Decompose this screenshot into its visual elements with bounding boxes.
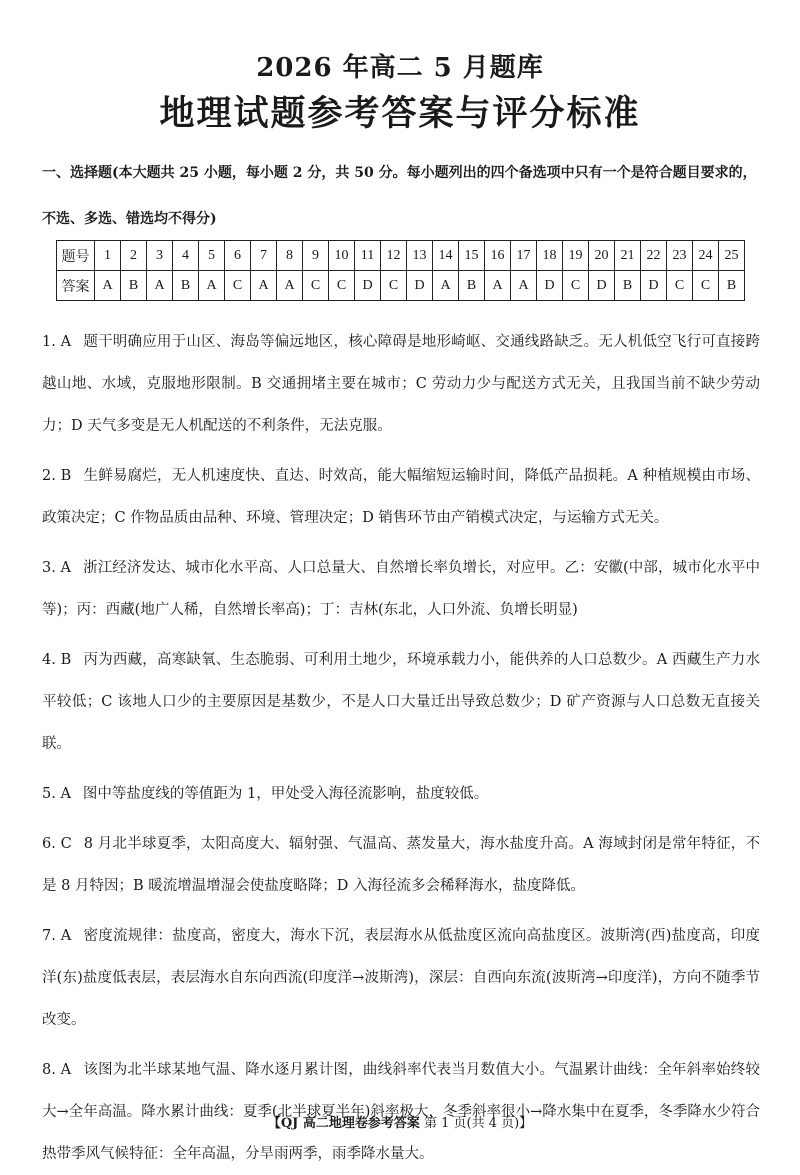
question-number-cell: 7 xyxy=(251,241,277,271)
footer-page: 第 1 页(共 4 页)】 xyxy=(423,1116,533,1131)
explanation-answer: 5. A xyxy=(42,786,71,802)
explanation-text: 图中等盐度线的等值距为 1，甲处受入海径流影响，盐度较低。 xyxy=(82,786,489,802)
answer-cell: C xyxy=(381,271,407,301)
question-number-cell: 23 xyxy=(667,241,693,271)
answer-cell: B xyxy=(719,271,745,301)
question-number-cell: 19 xyxy=(563,241,589,271)
row-label: 答案 xyxy=(57,271,95,301)
answer-table xyxy=(56,240,745,301)
question-number-cell: 14 xyxy=(433,241,459,271)
answer-cell: A xyxy=(277,271,303,301)
question-number-cell: 11 xyxy=(355,241,381,271)
question-number-cell: 5 xyxy=(199,241,225,271)
explanation-item xyxy=(42,639,760,765)
explanations-list xyxy=(42,321,760,1175)
answer-cell: A xyxy=(199,271,225,301)
answer-cell: D xyxy=(355,271,381,301)
question-number-cell: 20 xyxy=(589,241,615,271)
answer-cell: A xyxy=(95,271,121,301)
answer-cell: C xyxy=(303,271,329,301)
answer-cell: C xyxy=(693,271,719,301)
document-title: 地理试题参考答案与评分标准 xyxy=(159,93,641,134)
question-number-cell: 3 xyxy=(147,241,173,271)
question-number-cell: 18 xyxy=(537,241,563,271)
section-header: 一、选择题(本大题共 25 小题，每小题 2 分，共 50 分。每小题列出的四个备选项中只有一个是符合题目要求的，不选、多选、错选均不得分) xyxy=(42,165,757,227)
answer-cell: A xyxy=(147,271,173,301)
explanation-text: 题干明确应用于山区、海岛等偏远地区，核心障碍是地形崎岖、交通线路缺乏。无人机低空飞行可直接跨越山地、水域，克服地形限制。B 交通拥堵主要在城市；C 劳动力少与配送方式无关，且我国当前不缺少劳动力；D 天气多变是无人机配送的不利条件，无法克服。 xyxy=(42,334,761,434)
question-number-cell: 8 xyxy=(277,241,303,271)
explanation-item xyxy=(42,773,760,815)
question-number-cell: 1 xyxy=(95,241,121,271)
explanation-answer: 6. C xyxy=(42,836,72,852)
explanation-answer: 3. A xyxy=(42,560,72,576)
answer-cell: B xyxy=(615,271,641,301)
answer-cell: A xyxy=(433,271,459,301)
question-number-cell: 6 xyxy=(225,241,251,271)
answer-cell: A xyxy=(485,271,511,301)
page-footer xyxy=(0,1112,800,1131)
row-label: 题号 xyxy=(57,241,95,271)
explanation-text: 浙江经济发达、城市化水平高、人口总量大、自然增长率负增长，对应甲。乙：安徽(中部，城市化水平中等)；丙：西藏(地广人稀，自然增长率高)；丁：吉林(东北，人口外流、负增长明显) xyxy=(42,560,760,618)
explanation-item xyxy=(42,455,760,539)
explanation-answer: 7. A xyxy=(42,928,72,944)
answer-cell: C xyxy=(667,271,693,301)
explanation-text: 丙为西藏，高寒缺氧、生态脆弱、可利用土地少，环境承载力小，能供养的人口总数少。A 西藏生产力水平较低；C 该地人口少的主要原因是基数少，不是人口大量迁出导致总数少；D 矿产资源与人口总数无直接关联。 xyxy=(42,652,761,752)
question-number-cell: 16 xyxy=(485,241,511,271)
question-number-cell: 15 xyxy=(459,241,485,271)
explanation-text: 8 月北半球夏季，太阳高度大、辐射强、气温高、蒸发量大，海水盐度升高。A 海域封闭是常年特征，不是 8 月特因；B 暖流增温增湿会使盐度略降；D 入海径流多会稀释海水，盐度降低。 xyxy=(42,836,760,894)
question-number-cell: 10 xyxy=(329,241,355,271)
question-number-cell: 17 xyxy=(511,241,537,271)
explanation-answer: 1. A xyxy=(42,334,72,350)
question-number-cell: 12 xyxy=(381,241,407,271)
question-number-cell: 22 xyxy=(641,241,667,271)
answer-cell: D xyxy=(537,271,563,301)
explanation-item xyxy=(42,547,760,631)
explanation-text: 该图为北半球某地气温、降水逐月累计图，曲线斜率代表当月数值大小。气温累计曲线：全年斜率始终较大→全年高温。降水累计曲线：夏季(北半球夏半年)斜率极大，冬季斜率很小→降水集中在夏季，冬季降水少符合热带季风气候特征：全年高温，分旱雨两季，雨季降水量大。 xyxy=(42,1062,761,1162)
explanation-answer: 4. B xyxy=(42,652,72,668)
question-number-cell: 13 xyxy=(407,241,433,271)
exam-title: 2026 年高二 5 月题库 xyxy=(256,53,544,83)
question-number-cell: 2 xyxy=(121,241,147,271)
explanation-item xyxy=(42,321,760,447)
answer-cell: D xyxy=(589,271,615,301)
question-number-row xyxy=(57,241,745,271)
answer-cell: C xyxy=(563,271,589,301)
answer-cell: C xyxy=(225,271,251,301)
explanation-answer: 8. A xyxy=(42,1062,72,1078)
explanation-text: 密度流规律：盐度高，密度大，海水下沉，表层海水从低盐度区流向高盐度区。波斯湾(西)盐度高，印度洋(东)盐度低表层，表层海水自东向西流(印度洋→波斯湾)，深层：自西向东流(波斯湾→印度洋)，方向不随季节改变。 xyxy=(42,928,761,1028)
footer-course: 【QJ 高二地理卷参考答案 xyxy=(267,1116,420,1131)
answer-cell: D xyxy=(407,271,433,301)
question-number-cell: 9 xyxy=(303,241,329,271)
answer-row xyxy=(57,271,745,301)
answer-cell: A xyxy=(251,271,277,301)
explanation-item xyxy=(42,823,760,907)
answer-cell: D xyxy=(641,271,667,301)
answer-cell: B xyxy=(121,271,147,301)
answer-cell: A xyxy=(511,271,537,301)
answer-cell: B xyxy=(173,271,199,301)
answer-cell: C xyxy=(329,271,355,301)
explanation-answer: 2. B xyxy=(42,468,72,484)
explanation-item xyxy=(42,915,760,1041)
question-number-cell: 24 xyxy=(693,241,719,271)
answer-cell: B xyxy=(459,271,485,301)
question-number-cell: 21 xyxy=(615,241,641,271)
question-number-cell: 4 xyxy=(173,241,199,271)
question-number-cell: 25 xyxy=(719,241,745,271)
explanation-text: 生鲜易腐烂，无人机速度快、直达、时效高，能大幅缩短运输时间，降低产品损耗。A 种植规模由市场、政策决定；C 作物品质由品种、环境、管理决定；D 销售环节由产销模式决定，与运输方式无关。 xyxy=(42,468,761,526)
